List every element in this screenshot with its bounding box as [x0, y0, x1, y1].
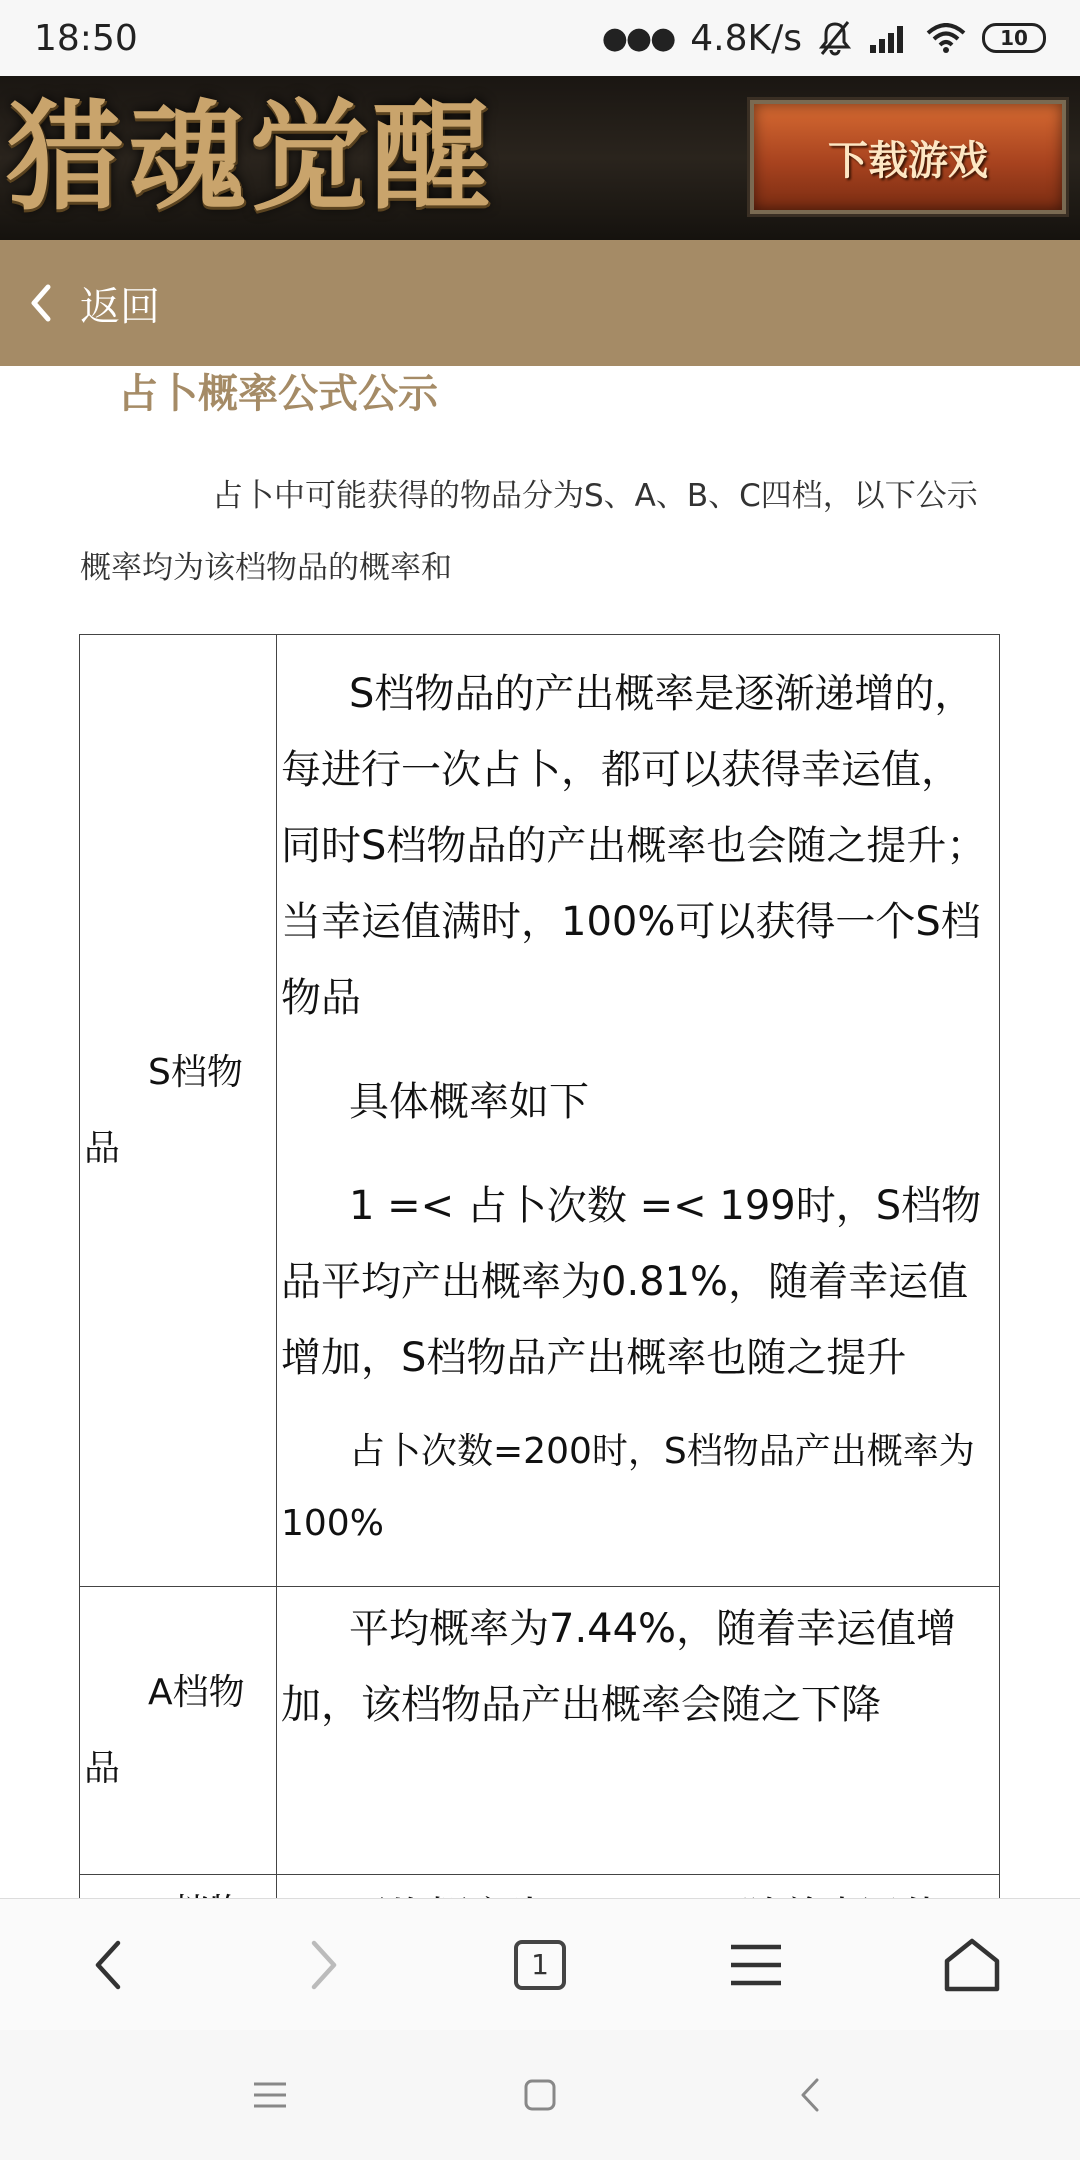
- tier-description: [277, 1587, 1000, 1875]
- table-row: [80, 635, 1000, 1587]
- tier-label: A档物品: [80, 1587, 277, 1875]
- chevron-left-icon: [26, 283, 56, 323]
- table-row: [80, 1587, 1000, 1875]
- description-paragraph: 具体概率如下: [349, 1078, 589, 1125]
- description-paragraph: 1 =< 占卜次数 =< 199时，S档物品平均产出概率为0.81%，随着幸运值增加，S档物品产出概率也随之提升: [281, 1182, 982, 1381]
- home-square-icon: [524, 2079, 556, 2111]
- tabs-button[interactable]: [480, 1905, 600, 2025]
- home-icon: [943, 1937, 1001, 1993]
- description-paragraph: 占卜次数=200时，S档物品产出概率为100%: [281, 1430, 975, 1544]
- tabs-icon: 1: [514, 1940, 566, 1990]
- home-button[interactable]: [912, 1905, 1032, 2025]
- tier-description: [277, 635, 1000, 1587]
- back-arrow-icon: [88, 1937, 128, 1993]
- description-paragraph: 平均概率为7.44%，随着幸运值增加，该档物品产出概率会随之下降: [281, 1606, 957, 1728]
- status-bar: [0, 0, 1080, 76]
- description-paragraph: S档物品的产出概率是逐渐递增的，每进行一次占卜，都可以获得幸运值，同时S档物品的产出概率也会随之提升；当幸运值满时，100%可以获得一个S档物品: [281, 670, 987, 1021]
- back-icon: [798, 2077, 822, 2113]
- back-button[interactable]: [0, 240, 1080, 366]
- browser-toolbar: [0, 1898, 1080, 2030]
- menu-button[interactable]: [696, 1905, 816, 2025]
- page-title: 占卜概率公式公示: [118, 371, 438, 417]
- probability-table: [79, 634, 1000, 2028]
- tier-label: S档物品: [80, 635, 277, 1587]
- browser-forward-button[interactable]: [264, 1905, 384, 2025]
- status-icons: [602, 18, 1046, 59]
- status-time: 18:50: [34, 17, 138, 59]
- system-navigation: [0, 2030, 1080, 2160]
- battery-icon: 10: [982, 23, 1046, 53]
- browser-back-button[interactable]: [48, 1905, 168, 2025]
- game-banner: [0, 76, 1080, 240]
- system-back-button[interactable]: [770, 2055, 850, 2135]
- forward-arrow-icon: [304, 1937, 344, 1993]
- game-logo: 猎魂觉醒: [6, 87, 495, 226]
- system-home-button[interactable]: [500, 2055, 580, 2135]
- recents-button[interactable]: [230, 2055, 310, 2135]
- download-game-button[interactable]: 下载游戏: [750, 100, 1066, 214]
- back-label: 返回: [80, 283, 160, 330]
- signal-icon: [868, 23, 910, 53]
- intro-text: 占卜中可能获得的物品分为S、A、B、C四档，以下公示概率均为该档物品的概率和: [80, 478, 978, 586]
- bell-muted-icon: [818, 20, 852, 56]
- wifi-icon: [926, 23, 966, 53]
- more-dots-icon: ●●●: [601, 20, 675, 56]
- menu-icon: [729, 1942, 783, 1988]
- recents-icon: [253, 2081, 287, 2109]
- network-speed: 4.8K/s: [690, 17, 802, 59]
